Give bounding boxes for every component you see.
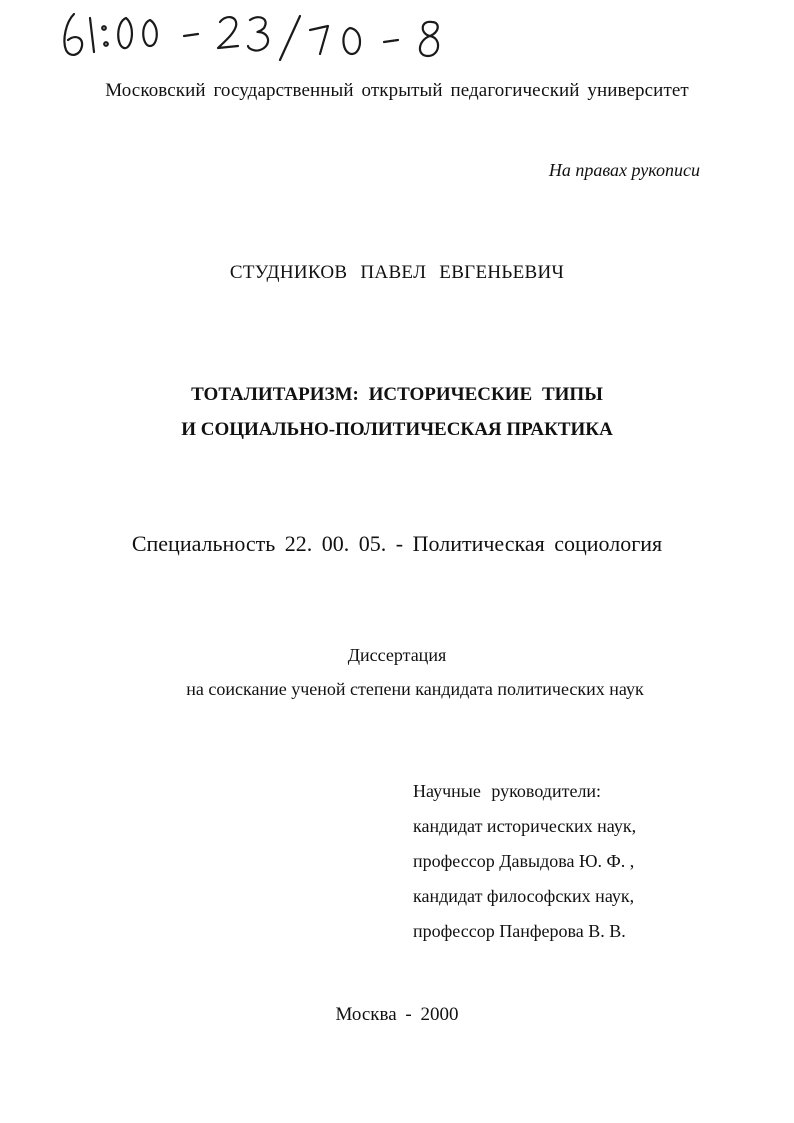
supervisors-block bbox=[413, 781, 636, 956]
manuscript-note: На правах рукописи bbox=[548, 160, 700, 180]
supervisor-line: профессор Панферова В. В. bbox=[413, 921, 626, 941]
dissertation-label: Диссертация bbox=[347, 645, 447, 665]
author-name: СТУДНИКОВ ПАВЕЛ ЕВГЕНЬЕВИЧ bbox=[229, 262, 565, 283]
university-name: Московский государственный открытый педагогический университет bbox=[105, 80, 689, 101]
handwritten-catalog-number-drawing bbox=[60, 0, 460, 70]
supervisor-line: кандидат философских наук, bbox=[413, 886, 635, 906]
specialty: Специальность 22. 00. 05. - Политическая социология bbox=[131, 531, 663, 556]
degree-description: на соискание ученой степени кандидата политических наук bbox=[186, 679, 644, 699]
supervisor-line: профессор Давыдова Ю. Ф. , bbox=[413, 851, 635, 871]
city-year: Москва - 2000 bbox=[335, 1004, 459, 1025]
supervisor-line: кандидат исторических наук, bbox=[413, 816, 637, 836]
handwritten-catalog-number bbox=[60, 0, 460, 70]
thesis-title-line-1: ТОТАЛИТАРИЗМ: ИСТОРИЧЕСКИЕ ТИПЫ bbox=[191, 384, 603, 405]
supervisors-heading: Научные руководители: bbox=[413, 781, 602, 801]
thesis-title-line-2: И СОЦИАЛЬНО-ПОЛИТИЧЕСКАЯ ПРАКТИКА bbox=[181, 419, 613, 440]
